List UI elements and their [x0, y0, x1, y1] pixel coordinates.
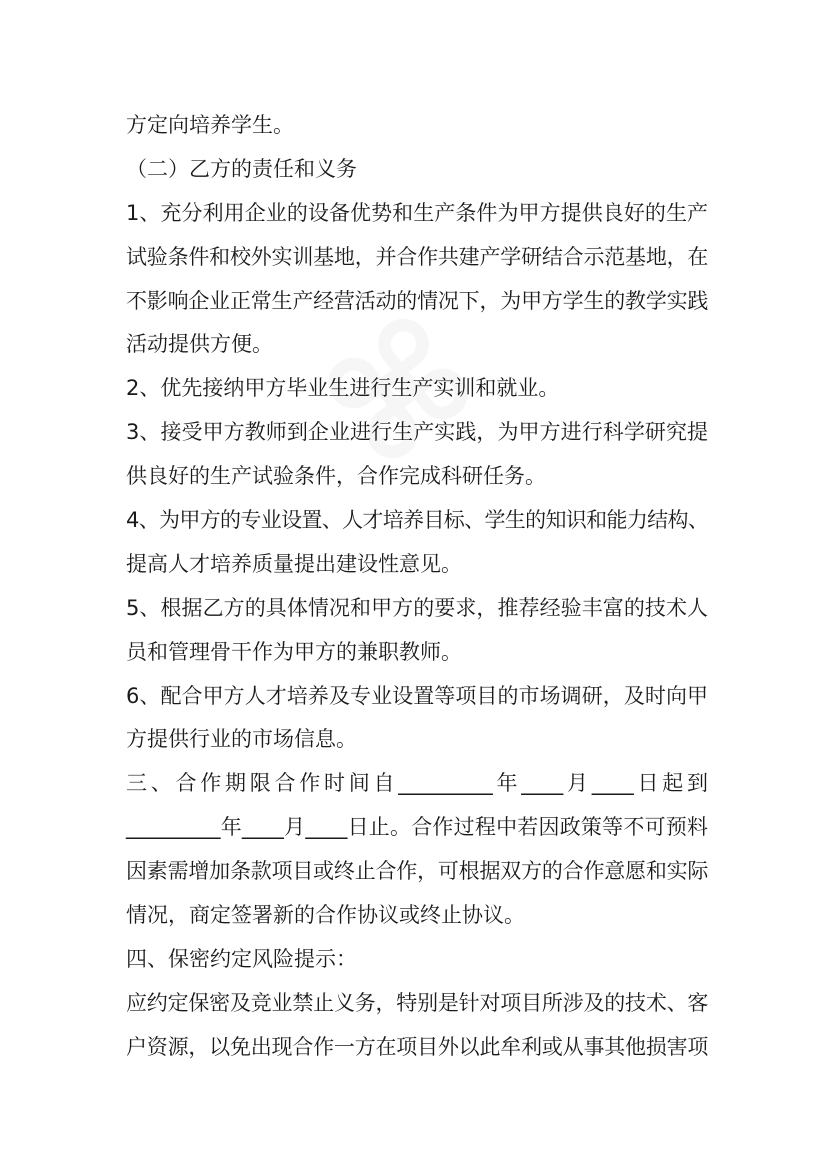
- section-heading: 三、合作期限合作时间自_________年____月____日起到: [126, 771, 708, 796]
- text-line: 供良好的生产试验条件，合作完成科研任务。: [126, 464, 546, 489]
- text-line: 提高人才培养质量提出建设性意见。: [126, 551, 462, 576]
- text-line: 方提供行业的市场信息。: [126, 727, 357, 752]
- text-line: 因素需增加条款项目或终止合作，可根据双方的合作意愿和实际: [126, 859, 708, 884]
- text-line: 户资源，以免出现合作一方在项目外以此牟利或从事其他损害项: [126, 1034, 708, 1059]
- text-line: 活动提供方便。: [126, 332, 273, 357]
- text-line: 员和管理骨干作为甲方的兼职教师。: [126, 639, 462, 664]
- text-line: 情况，商定签署新的合作协议或终止协议。: [126, 903, 525, 928]
- text-line: 1、充分利用企业的设备优势和生产条件为甲方提供良好的生产: [126, 200, 708, 225]
- text-line: 不影响企业正常生产经营活动的情况下，为甲方学生的教学实践: [126, 288, 708, 313]
- text-line: 应约定保密及竞业禁止义务，特别是针对项目所涉及的技术、客: [126, 990, 708, 1015]
- text-line: _________年____月____日止。合作过程中若因政策等不可预料: [126, 815, 708, 840]
- text-line: 4、为甲方的专业设置、人才培养目标、学生的知识和能力结构、: [126, 508, 708, 533]
- text-line: 方定向培养学生。: [126, 113, 294, 137]
- section-heading: （二）乙方的责任和义务: [126, 156, 357, 181]
- section-heading: 四、保密约定风险提示：: [126, 946, 357, 971]
- text-line: 5、根据乙方的具体情况和甲方的要求，推荐经验丰富的技术人: [126, 595, 708, 620]
- text-line: 2、优先接纳甲方毕业生进行生产实训和就业。: [126, 376, 560, 401]
- document-body: [126, 104, 708, 1070]
- text-line: 6、配合甲方人才培养及专业设置等项目的市场调研，及时向甲: [126, 683, 708, 708]
- text-line: 试验条件和校外实训基地，并合作共建产学研结合示范基地，在: [126, 244, 708, 269]
- text-line: 3、接受甲方教师到企业进行生产实践，为甲方进行科学研究提: [126, 420, 708, 445]
